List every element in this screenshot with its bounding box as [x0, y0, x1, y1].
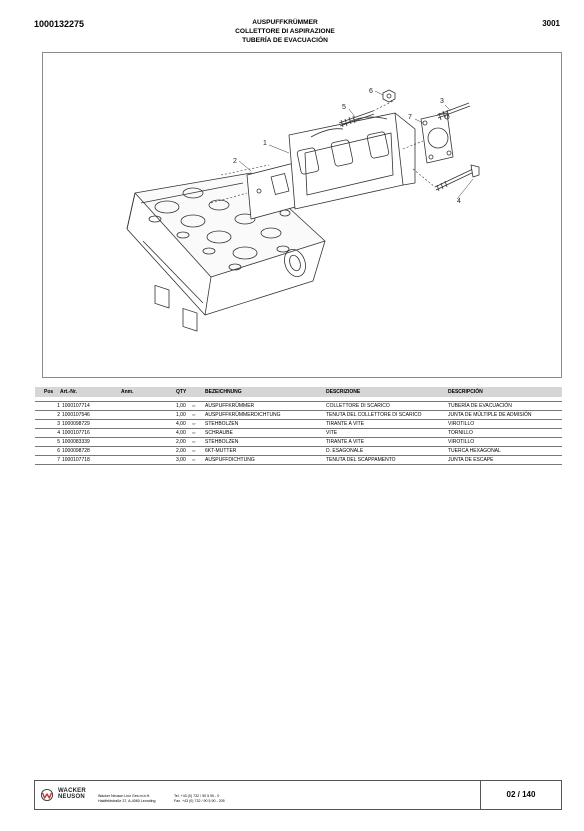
parts-table-body [35, 401, 562, 465]
row-descripcion: TORNILLO [448, 430, 473, 437]
row-descrizione: D. ESAGONALE [326, 448, 364, 455]
row-bezeichnung: 6KT-MUTTER [205, 448, 237, 455]
header-descripcion: DESCRIPCIÓN [448, 389, 483, 395]
title-german: AUSPUFFKRÜMMER [252, 19, 318, 26]
row-descripcion: TUBERÍA DE EVACUACIÓN [448, 403, 512, 410]
row-pos: 3 [57, 421, 60, 428]
callout-4: 4 [457, 198, 461, 205]
document-titles [150, 18, 420, 45]
row-qty: 3,00 [176, 457, 186, 464]
row-art-nr: 1000083339 [62, 439, 90, 446]
row-qty: 1,00 [176, 403, 186, 410]
row-qty: 4,00 [176, 421, 186, 428]
brand-name [58, 788, 86, 800]
bolt-4 [435, 165, 479, 191]
table-row [35, 456, 562, 465]
row-art-nr: 1000098728 [62, 448, 90, 455]
callout-5: 5 [342, 104, 346, 111]
row-unit: ST [192, 458, 196, 463]
brand-line-1: WACKER [58, 788, 86, 794]
company-address [98, 794, 156, 804]
company-phone: Tel. +43 (0) 732 / 90 5 90 - 0 [174, 794, 220, 798]
row-unit: ST [192, 413, 196, 418]
row-art-nr: 1000107546 [62, 412, 90, 419]
exploded-view-figure [42, 52, 562, 378]
parts-table-header [35, 387, 562, 397]
document-number: 1000132275 [34, 19, 85, 29]
row-qty: 4,00 [176, 430, 186, 437]
row-bezeichnung: STEHBOLZEN [205, 421, 239, 428]
wacker-neuson-logo-icon [39, 789, 55, 801]
row-descrizione: TENUTA DEL COLLETTORE DI SCARICO [326, 412, 422, 419]
row-pos: 2 [57, 412, 60, 419]
row-bezeichnung: AUSPUFFKRÜMMER [205, 403, 255, 410]
table-row [35, 420, 562, 429]
table-row [35, 401, 562, 411]
company-contact [174, 794, 225, 804]
brand-line-2: NEUSON [58, 794, 85, 800]
page-number: 02 / 140 [506, 790, 536, 799]
row-pos: 6 [57, 448, 60, 455]
row-bezeichnung: AUSPUFFKRÜMMERDICHTUNG [205, 412, 281, 419]
row-art-nr: 1000107714 [62, 403, 90, 410]
row-qty: 2,00 [176, 448, 186, 455]
row-bezeichnung: STEHBOLZEN [205, 439, 239, 446]
header-descrizione: DESCRIZIONE [326, 389, 361, 395]
table-row [35, 447, 562, 456]
header-pos: Pos [44, 389, 54, 395]
callout-2: 2 [233, 158, 237, 165]
callout-1: 1 [263, 140, 267, 147]
row-art-nr: 1000107716 [62, 430, 90, 437]
row-unit: ST [192, 422, 196, 427]
row-art-nr: 1000107718 [62, 457, 90, 464]
row-descripcion: VIROTILLO [448, 439, 475, 446]
header-anm: Anm. [121, 389, 134, 395]
title-italian: COLLETTORE DI ASPIRAZIONE [235, 28, 335, 35]
row-unit: ST [192, 449, 196, 454]
row-descrizione: TENUTA DEL SCAPPAMENTO [326, 457, 396, 464]
title-spanish: TUBERÍA DE EVACUACIÓN [242, 37, 328, 44]
exhaust-manifold [289, 113, 415, 209]
row-unit: ST [192, 440, 196, 445]
row-descripcion: VIROTILLO [448, 421, 475, 428]
callout-6: 6 [369, 88, 373, 95]
row-descripcion: TUERCA HEXAGONAL [448, 448, 501, 455]
row-pos: 7 [57, 457, 60, 464]
row-unit: ST [192, 404, 196, 409]
page-footer [34, 780, 562, 810]
row-qty: 2,00 [176, 439, 186, 446]
table-row [35, 411, 562, 420]
row-pos: 1 [57, 403, 60, 410]
row-descripcion: JUNTA DE MÚLTIPLE DE ADMISIÓN [448, 412, 532, 419]
company-name: Wacker Neuson Linz Ges.m.b.H. [98, 794, 151, 798]
row-descripcion: JUNTA DE ESCAPE [448, 457, 494, 464]
row-descrizione: TIRANTE A VITE [326, 421, 365, 428]
row-descrizione: COLLETTORE DI SCARICO [326, 403, 390, 410]
row-unit: ST [192, 431, 196, 436]
row-pos: 4 [57, 430, 60, 437]
header-art-nr: Art.-Nr. [60, 389, 77, 395]
exhaust-gasket [421, 113, 453, 163]
table-row [35, 438, 562, 447]
header-qty: QTY [176, 389, 187, 395]
callout-3: 3 [440, 98, 444, 105]
page-code: 3001 [542, 19, 560, 28]
hex-nut-6 [383, 90, 395, 102]
row-descrizione: VITE [326, 430, 338, 437]
exhaust-manifold-drawing [43, 53, 561, 377]
row-pos: 5 [57, 439, 60, 446]
row-bezeichnung: SCHRAUBE [205, 430, 233, 437]
row-descrizione: TIRANTE A VITE [326, 439, 365, 446]
table-row [35, 429, 562, 438]
header-bezeichnung: BEZEICHNUNG [205, 389, 242, 395]
callout-7: 7 [408, 114, 412, 121]
company-street: Haidfeldstraße 37, A-4060 Leonding [98, 799, 156, 803]
company-fax: Fax. +43 (0) 732 / 90 5 90 - 205 [174, 799, 225, 803]
row-art-nr: 1000098729 [62, 421, 90, 428]
row-qty: 1,00 [176, 412, 186, 419]
row-bezeichnung: AUSPUFFDICHTUNG [205, 457, 255, 464]
